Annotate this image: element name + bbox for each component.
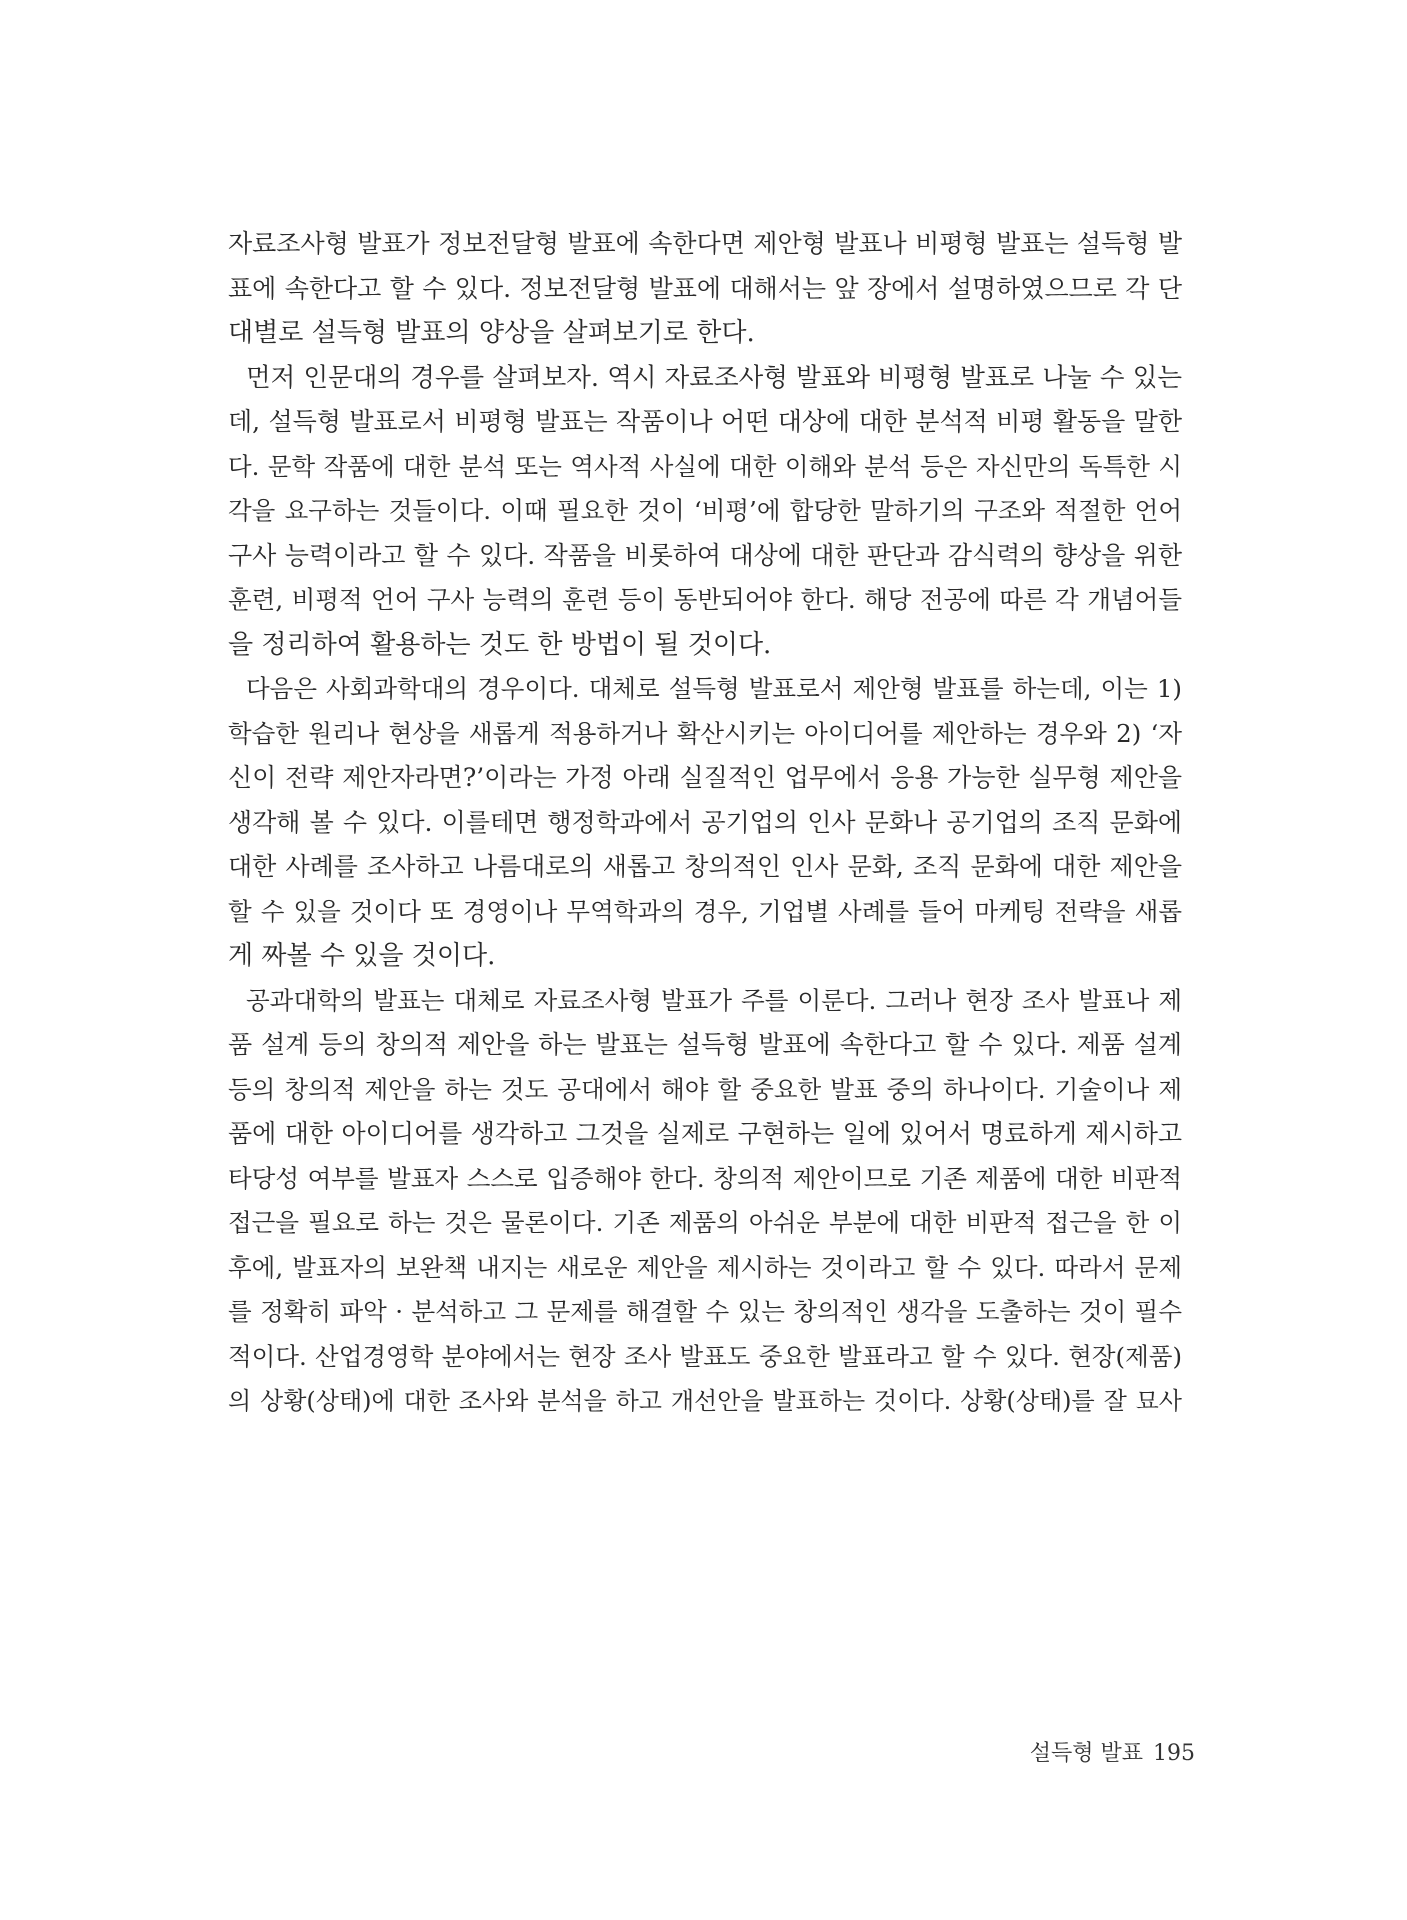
text-line: 대별로 설득형 발표의 양상을 살펴보기로 한다. — [228, 318, 755, 348]
text-line: 의 상황(상태)에 대한 조사와 분석을 하고 개선안을 발표하는 것이다. 상황(상태)를 잘 묘사 — [228, 1387, 1182, 1415]
text-line: 를 정확히 파악 · 분석하고 그 문제를 해결할 수 있는 창의적인 생각을 도출하는 것이 필수 — [228, 1297, 1182, 1326]
text-line: 을 정리하여 활용하는 것도 한 방법이 될 것이다. — [228, 629, 772, 660]
text-line: 적이다. 산업경영학 분야에서는 현장 조사 발표도 중요한 발표라고 할 수 있다. 현장(제품) — [228, 1341, 1182, 1371]
text-line: 학습한 원리나 현상을 새롭게 적용하거나 확산시키는 아이디어를 제안하는 경우와 2) ‘자 — [228, 718, 1182, 748]
text-line: 자료조사형 발표가 정보전달형 발표에 속한다면 제안형 발표나 비평형 발표는 설득형 발 — [228, 229, 1182, 258]
text-line: 타당성 여부를 발표자 스스로 입증해야 한다. 창의적 제안이므로 기존 제품에 대한 비판적 — [228, 1163, 1182, 1193]
text-line: 다. 문학 작품에 대한 분석 또는 역사적 사실에 대한 이해와 분석 등은 자신만의 독특한 시 — [228, 451, 1182, 481]
running-title: 설득형 발표 — [1029, 1741, 1143, 1766]
text-line: 신이 전략 제안자라면?’이라는 가정 아래 실질적인 업무에서 응용 가능한 실무형 제안을 — [228, 763, 1182, 792]
text-line: 훈련, 비평적 언어 구사 능력의 훈련 등이 동반되어야 한다. 해당 전공에 따른 각 개념어들 — [228, 585, 1182, 614]
text-line: 생각해 볼 수 있다. 이를테면 행정학과에서 공기업의 인사 문화나 공기업의 조직 문화에 — [228, 807, 1182, 837]
text-line: 먼저 인문대의 경우를 살펴보자. 역시 자료조사형 발표와 비평형 발표로 나눌 수 있는 — [246, 362, 1182, 393]
text-line: 품에 대한 아이디어를 생각하고 그것을 실제로 구현하는 일에 있어서 명료하게 제시하고 — [228, 1119, 1182, 1148]
text-line: 등의 창의적 제안을 하는 것도 공대에서 해야 할 중요한 발표 중의 하나이다. 기술이나 제 — [228, 1074, 1182, 1104]
text-line: 각을 요구하는 것들이다. 이때 필요한 것이 ‘비평’에 합당한 말하기의 구조와 적절한 언어 — [228, 496, 1182, 525]
text-line: 구사 능력이라고 할 수 있다. 작품을 비롯하여 대상에 대한 판단과 감식력의 향상을 위한 — [228, 540, 1182, 570]
body-text — [228, 222, 1182, 1424]
text-line: 다음은 사회과학대의 경우이다. 대체로 설득형 발표로서 제안형 발표를 하는데, 이는 1) — [246, 674, 1182, 703]
page-footer — [1030, 1736, 1195, 1767]
text-line: 접근을 필요로 하는 것은 물론이다. 기존 제품의 아쉬운 부분에 대한 비판적 접근을 한 이 — [228, 1208, 1182, 1237]
text-line: 게 짜볼 수 있을 것이다. — [228, 941, 496, 971]
text-line: 데, 설득형 발표로서 비평형 발표는 작품이나 어떤 대상에 대한 분석적 비평 활동을 말한 — [228, 407, 1182, 436]
text-line: 대한 사례를 조사하고 나름대로의 새롭고 창의적인 인사 문화, 조직 문화에 대한 제안을 — [228, 852, 1182, 881]
text-line: 품 설계 등의 창의적 제안을 하는 발표는 설득형 발표에 속한다고 할 수 있다. 제품 설계 — [228, 1030, 1182, 1059]
text-line: 할 수 있을 것이다 또 경영이나 무역학과의 경우, 기업별 사례를 들어 마케팅 전략을 새롭 — [228, 896, 1182, 926]
text-line: 후에, 발표자의 보완책 내지는 새로운 제안을 제시하는 것이라고 할 수 있다. 따라서 문제 — [228, 1252, 1182, 1282]
text-line: 표에 속한다고 할 수 있다. 정보전달형 발표에 대해서는 앞 장에서 설명하였으므로 각 단 — [228, 273, 1182, 303]
text-line: 공과대학의 발표는 대체로 자료조사형 발표가 주를 이룬다. 그러나 현장 조사 발표나 제 — [246, 985, 1182, 1015]
page-number: 195 — [1153, 1741, 1195, 1766]
